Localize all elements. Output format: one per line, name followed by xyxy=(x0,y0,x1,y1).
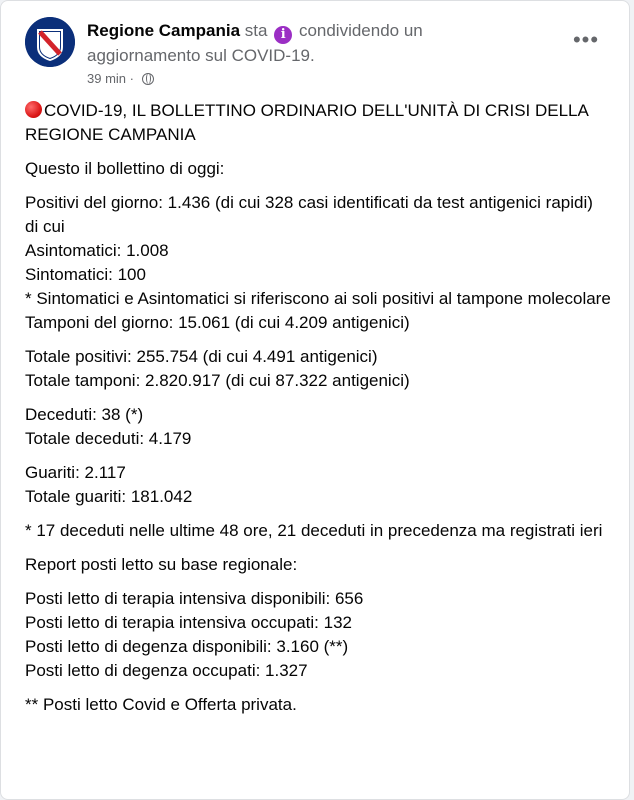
post-title-text: COVID-19, IL BOLLETTINO ORDINARIO DELL'UNITÀ DI CRISI DELLA REGIONE CAMPANIA xyxy=(25,101,588,144)
deaths-block xyxy=(25,403,615,451)
text-line: Asintomatici: 1.008 xyxy=(25,241,169,260)
globe-icon[interactable] xyxy=(142,73,154,85)
more-options-icon: ••• xyxy=(572,27,600,52)
totals-block xyxy=(25,345,615,393)
text-line: di cui xyxy=(25,217,65,236)
page-avatar[interactable] xyxy=(25,17,75,67)
post-header xyxy=(25,17,609,89)
text-line: Totale tamponi: 2.820.917 (di cui 87.322 antigenici) xyxy=(25,371,410,390)
deaths-footnote: * 17 deceduti nelle ultime 48 ore, 21 deceduti in precedenza ma registrati ieri xyxy=(25,521,603,540)
beds-footnote: ** Posti letto Covid e Offerta privata. xyxy=(25,695,297,714)
text-line: Sintomatici: 100 xyxy=(25,265,146,284)
text-line: Posti letto di degenza occupati: 1.327 xyxy=(25,661,308,680)
post-attribution xyxy=(87,19,507,67)
region-logo-icon xyxy=(25,17,75,67)
action-suffix: condividendo un aggiornamento sul COVID-19. xyxy=(87,21,423,65)
daily-block xyxy=(25,191,615,335)
text-line: Guariti: 2.117 xyxy=(25,463,126,482)
text-line: Totale guariti: 181.042 xyxy=(25,487,193,506)
text-line: Posti letto di terapia intensiva occupati: 132 xyxy=(25,613,352,632)
text-line: Posti letto di terapia intensiva disponibili: 656 xyxy=(25,589,364,608)
intro-line: Questo il bollettino di oggi: xyxy=(25,159,225,178)
post-timestamp[interactable]: 39 min xyxy=(87,71,127,86)
text-line: Totale deceduti: 4.179 xyxy=(25,429,192,448)
post-title xyxy=(25,99,615,147)
text-line: * Sintomatici e Asintomatici si riferiscono ai soli positivi al tampone molecolare xyxy=(25,289,611,308)
more-options-button[interactable] xyxy=(571,27,601,53)
text-line: Deceduti: 38 (*) xyxy=(25,405,144,424)
red-circle-icon xyxy=(25,101,42,118)
post-body xyxy=(25,99,615,727)
text-line: Totale positivi: 255.754 (di cui 4.491 antigenici) xyxy=(25,347,378,366)
text-line: Tamponi del giorno: 15.061 (di cui 4.209 antigenici) xyxy=(25,313,410,332)
meta-separator: · xyxy=(129,71,134,86)
recovered-block xyxy=(25,461,615,509)
report-title: Report posti letto su base regionale: xyxy=(25,555,298,574)
text-line: Posti letto di degenza disponibili: 3.160 (**) xyxy=(25,637,349,656)
page-name-link[interactable]: Regione Campania xyxy=(87,21,241,40)
info-icon: i xyxy=(274,26,292,44)
action-prefix: sta xyxy=(244,21,268,40)
post-meta xyxy=(87,71,154,86)
text-line: Positivi del giorno: 1.436 (di cui 328 casi identificati da test antigenici rapidi) xyxy=(25,193,593,212)
beds-block xyxy=(25,587,615,683)
